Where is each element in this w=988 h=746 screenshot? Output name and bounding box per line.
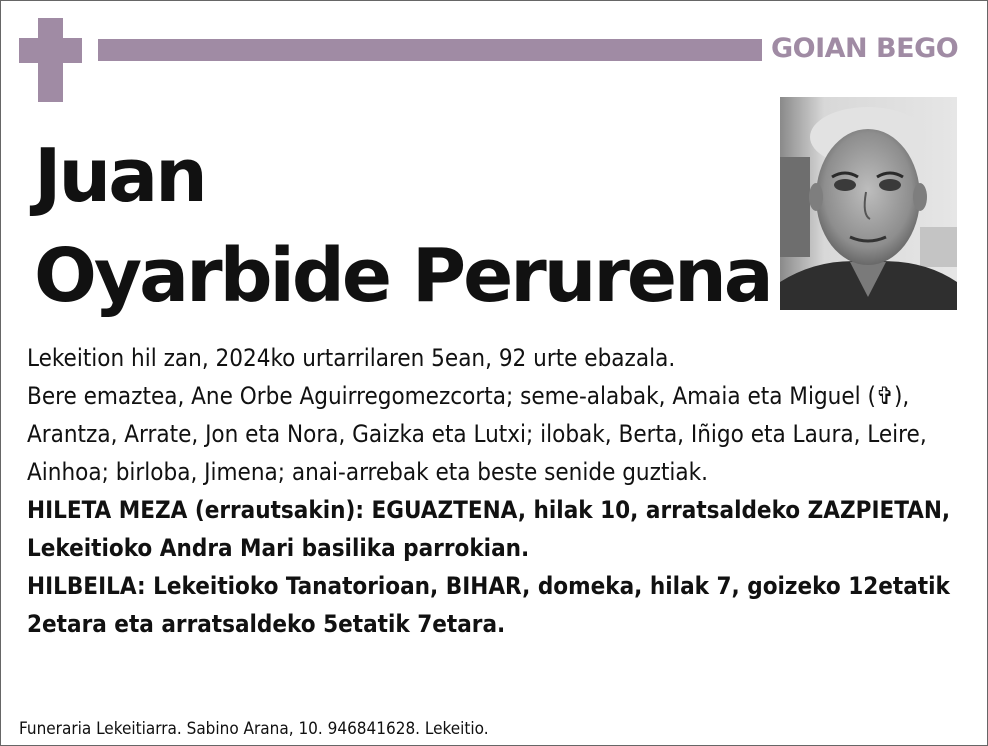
deceased-surnames: Oyarbide Perurena bbox=[34, 233, 771, 319]
death-notice-line: Lekeition hil zan, 2024ko urtarrilaren 5ean, 92 urte ebazala. bbox=[27, 344, 676, 372]
funeral-home-footer: Funeraria Lekeitiarra. Sabino Arana, 10. 946841628. Lekeitio. bbox=[19, 719, 489, 739]
brand-label: GOIAN BEGO bbox=[771, 33, 959, 64]
family-line: Bere emaztea, Ane Orbe Aguirregomezcorta; seme-alabak, Amaia eta Miguel (✞), Arantza, Arrate, Jon eta Nora, Gaizka eta Lutxi; ilobak, Berta, Iñigo eta Laura, Leire, Ainhoa; birloba, Jimena; anai-arrebak eta beste senide guztiak. bbox=[27, 382, 927, 486]
deceased-first-name: Juan bbox=[34, 133, 205, 219]
wake-line: HILBEILA: Lekeitioko Tanatorioan, BIHAR, domeka, hilak 7, goizeko 12etatik 2etara eta arratsaldeko 5etatik 7etara. bbox=[27, 572, 950, 638]
obituary-body bbox=[27, 339, 977, 643]
deceased-photo bbox=[780, 97, 957, 310]
funeral-mass-line: HILETA MEZA (errautsakin): EGUAZTENA, hilak 10, arratsaldeko ZAZPIETAN, Lekeitioko Andra Mari basilika parrokian. bbox=[27, 496, 951, 562]
header-bar bbox=[98, 39, 762, 61]
latin-cross-icon-arm bbox=[19, 38, 82, 63]
portrait-image bbox=[780, 97, 957, 310]
